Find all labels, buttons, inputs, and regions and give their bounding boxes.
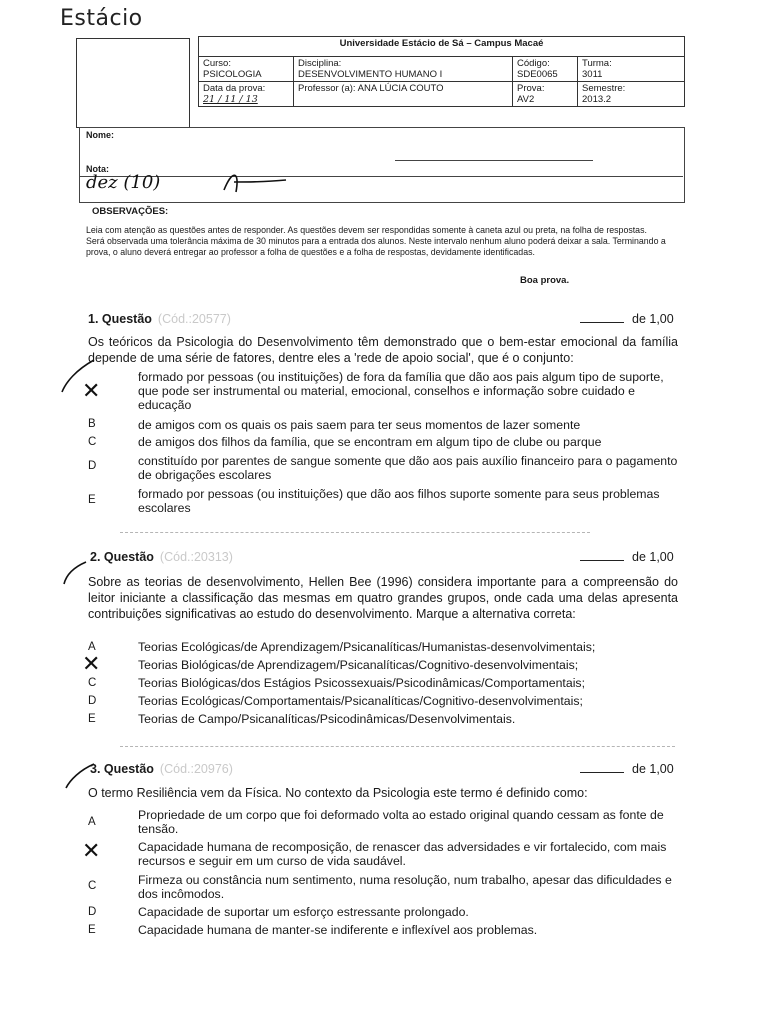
student-box xyxy=(79,127,685,203)
question-3-option-e: Capacidade humana de manter-se indiferente e inflexível aos problemas. xyxy=(138,923,538,937)
question-2-option-a: Teorias Ecológicas/de Aprendizagem/Psicanalíticas/Humanistas-desenvolvimentais; xyxy=(138,640,596,654)
professor-label: Professor (a): xyxy=(298,83,356,94)
x-mark-icon: ✕ xyxy=(82,839,101,864)
question-1-code: (Cód.:20577) xyxy=(157,312,231,326)
question-1-option-c: de amigos dos filhos da família, que se encontram em algum tipo de clube ou parque xyxy=(138,435,602,449)
nome-label: Nome: xyxy=(86,130,115,140)
question-1-letter-e: E xyxy=(88,494,96,506)
question-3-title xyxy=(90,762,233,776)
turma-cell xyxy=(578,57,685,82)
question-2-score xyxy=(580,550,674,564)
observacoes-title: OBSERVAÇÕES: xyxy=(92,206,169,217)
question-1-label: 1. Questão xyxy=(88,312,152,326)
question-2-code: (Cód.:20313) xyxy=(159,550,233,564)
university-name: Universidade Estácio de Sá – Campus Macaé xyxy=(199,37,685,57)
codigo-cell xyxy=(513,57,578,82)
disciplina-value: DESENVOLVIMENTO HUMANO I xyxy=(298,69,443,80)
question-2-letter-d: D xyxy=(88,695,97,707)
estacio-logo: Estácio xyxy=(60,6,143,31)
question-3-label: 3. Questão xyxy=(90,762,154,776)
question-1-letter-c: C xyxy=(88,436,97,448)
x-mark-icon: ✕ xyxy=(82,652,101,677)
question-2-letter-e: E xyxy=(88,713,96,725)
turma-value: 3011 xyxy=(582,69,603,80)
question-3-option-a: Propriedade de um corpo que foi deformado volta ao estado original quando cessam as fonte de tensão. xyxy=(138,808,664,836)
question-3-letter-c: C xyxy=(88,880,97,892)
name-line xyxy=(395,160,593,161)
signature-mark xyxy=(220,168,290,196)
question-1-option-b: de amigos com os quais os pais saem para ter seus momentos de lazer somente xyxy=(138,418,581,432)
question-1-score xyxy=(580,312,674,326)
question-2-option-d: Teorias Ecológicas/Comportamentais/Psicanalíticas/Cognitivo-desenvolvimentais; xyxy=(138,694,583,708)
professor-value: ANA LÚCIA COUTO xyxy=(357,83,444,94)
observacoes-line-1: Leia com atenção as questões antes de responder. As questões devem ser respondidas somente à caneta azul ou preta, na folha de respostas. xyxy=(86,225,647,235)
disciplina-label: Disciplina: xyxy=(298,58,342,69)
boa-prova: Boa prova. xyxy=(520,275,570,286)
data-label: Data da prova: xyxy=(203,83,266,94)
question-3-option-c: Firmeza ou constância num sentimento, numa resolução, num trabalho, apesar das dificuldades e dos incômodos. xyxy=(138,873,672,901)
question-2-option-b: Teorias Biológicas/de Aprendizagem/Psicanalíticas/Cognitivo-desenvolvimentais; xyxy=(138,658,579,672)
codigo-label: Código: xyxy=(517,58,550,69)
nota-divider xyxy=(79,176,683,177)
question-3-letter-a: A xyxy=(88,816,96,828)
semestre-cell xyxy=(578,82,685,107)
question-1-title xyxy=(88,312,231,326)
question-2-letter-c: C xyxy=(88,677,97,689)
question-3-option-b: Capacidade humana de recomposição, de renascer das adversidades e vir fortalecido, com mais recursos e seguir em um curso de vida saudável. xyxy=(138,840,667,868)
check-mark-icon xyxy=(60,560,90,588)
separator xyxy=(120,532,590,534)
question-1-option-a: formado por pessoas (ou instituições) de fora da família que dão aos pais algum tipo de suporte, que pode ser instrumental ou material, emocional, conselhos e informação sobre cuidado e educação xyxy=(138,370,664,412)
question-3-text: O termo Resiliência vem da Física. No contexto da Psicologia este termo é definido como: xyxy=(88,786,588,800)
nota-label: Nota: xyxy=(86,164,109,174)
question-2-text: Sobre as teorias de desenvolvimento, Hellen Bee (1996) considera importante para a compreensão do leitor iniciante a classificação das mesmas em quatro grandes grupos, onde cada uma delas apresenta contribuições significativas ao estudo do desenvolvimento. Marque a alternativa correta: xyxy=(88,575,678,621)
question-3-letter-e: E xyxy=(88,924,96,936)
semestre-label: Semestre: xyxy=(582,83,626,94)
question-2-label: 2. Questão xyxy=(90,550,154,564)
data-value: 21 / 11 / 13 xyxy=(203,94,258,105)
question-1-option-e: formado por pessoas (ou instituições) que dão aos filhos suporte somente para seus problemas escolares xyxy=(138,487,660,515)
separator xyxy=(120,746,675,748)
question-1-score-text: de 1,00 xyxy=(632,312,674,326)
semestre-value: 2013.2 xyxy=(582,94,612,105)
photo-box xyxy=(76,38,190,128)
handwritten-grade: dez (10) xyxy=(86,172,161,193)
curso-label: Curso: xyxy=(203,58,231,69)
question-1-text: Os teóricos da Psicologia do Desenvolvimento têm demonstrado que o bem-estar emocional da família depende de uma série de fatores, dentre eles a 'rede de apoio social', que é o conjunto: xyxy=(88,335,678,365)
question-1-letter-b: B xyxy=(88,418,96,430)
prova-label: Prova: xyxy=(517,83,545,94)
question-3-score-text: de 1,00 xyxy=(632,762,674,776)
prova-value: AV2 xyxy=(517,94,535,105)
x-mark-icon: ✕ xyxy=(82,379,101,404)
observacoes-line-2: Será observada uma tolerância máxima de 30 minutos para a entrada dos alunos. Neste intervalo nenhum aluno poderá deixar a sala. Terminando a prova, o aluno deverá entregar ao professor a folha de questões e a folha de respostas, devidamente identificadas. xyxy=(86,236,666,257)
codigo-value: SDE0065 xyxy=(517,69,558,80)
question-3-code: (Cód.:20976) xyxy=(159,762,233,776)
question-2-title xyxy=(90,550,233,564)
question-3-score xyxy=(580,762,674,776)
prova-cell xyxy=(513,82,578,107)
professor-cell xyxy=(294,82,513,107)
question-2-option-c: Teorias Biológicas/dos Estágios Psicossexuais/Psicodinâmicas/Comportamentais; xyxy=(138,676,585,690)
turma-label: Turma: xyxy=(582,58,612,69)
question-3-letter-d: D xyxy=(88,906,97,918)
curso-cell xyxy=(199,57,294,82)
question-1-option-d: constituído por parentes de sangue somente que dão aos pais auxílio financeiro para o pagamento de obrigações escolares xyxy=(138,454,678,482)
observacoes-text xyxy=(86,225,686,258)
question-1-letter-d: D xyxy=(88,460,97,472)
question-2-letter-a: A xyxy=(88,641,96,653)
disciplina-cell xyxy=(294,57,513,82)
question-2-option-e: Teorias de Campo/Psicanalíticas/Psicodinâmicas/Desenvolvimentais. xyxy=(138,712,516,726)
question-3-option-d: Capacidade de suportar um esforço estressante prolongado. xyxy=(138,905,469,919)
curso-value: PSICOLOGIA xyxy=(203,69,262,80)
question-2-score-text: de 1,00 xyxy=(632,550,674,564)
data-cell xyxy=(199,82,294,107)
exam-header-table xyxy=(198,36,685,107)
